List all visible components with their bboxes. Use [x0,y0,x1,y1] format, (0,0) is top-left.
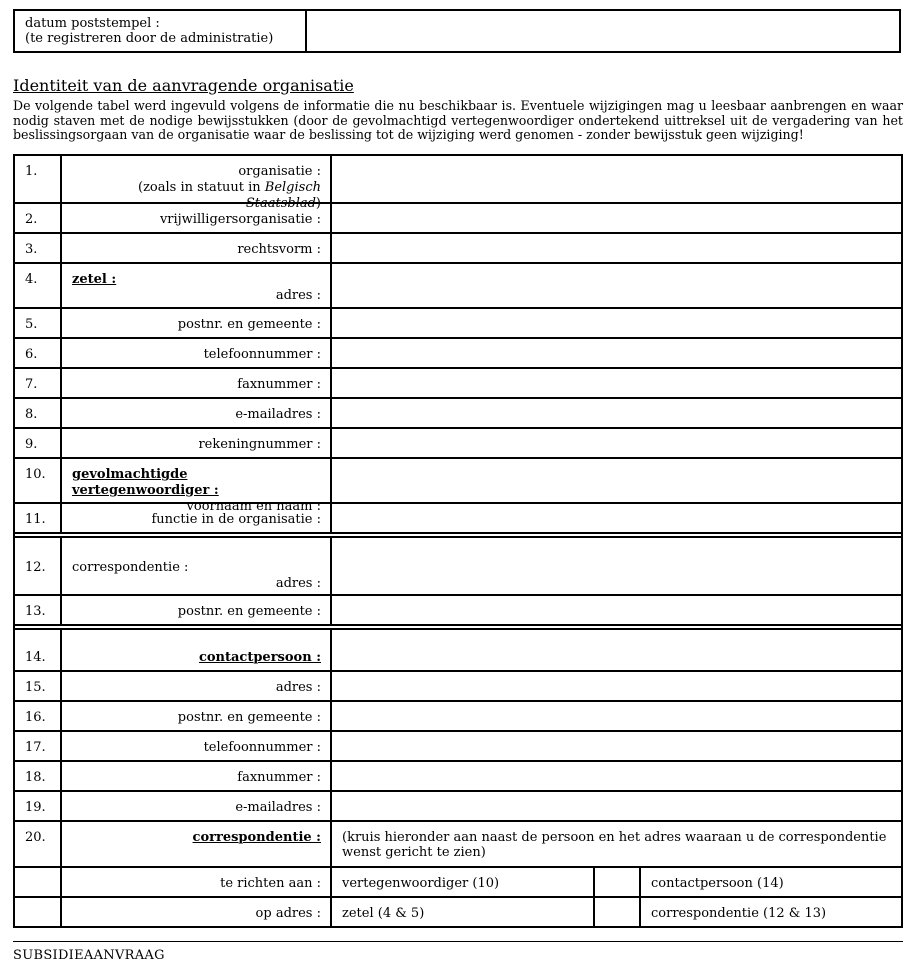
table-row-correspondence-postcode [15,594,901,626]
row-number: 2. [15,204,62,234]
section-heading: Identiteit van de aanvragende organisatie [13,76,354,95]
row-number: 6. [15,339,62,369]
intro-paragraph: De volgende tabel werd ingevuld volgens de informatie die nu beschikbaar is. Eventuele wijzigingen mag u leesbaar aanbrengen en waar nodig staven met de nodige bewijsstukken (door de gevolmachtigd vertegenwoordiger ondertekend uittreksel uit de vergadering van het beslissingsorgaan van de organisatie waar de beslissing tot de wijziging werd genomen - zonder bewijsstuk geen wijziging! [13,98,903,142]
row-number: 17. [15,732,62,762]
row-label [62,156,332,211]
row-number: 8. [15,399,62,429]
row-number: 15. [15,672,62,702]
correspondence-section-label: correspondentie : [72,560,189,575]
row-number: 10. [15,459,62,504]
correspondence-address-field[interactable] [332,538,901,596]
table-row-organisation [15,156,901,211]
email-label: e-mailadres : [235,407,321,422]
organisation-field[interactable] [332,156,901,204]
row-number-empty [15,868,62,898]
row-number: 14. [15,630,62,672]
postmark-date-label [15,11,307,51]
row-number: 19. [15,792,62,822]
row-number: 18. [15,762,62,792]
table-row-contact-person [15,624,901,672]
row-label [62,369,332,399]
row-label [62,339,332,369]
table-row-correspondence-preference [15,820,901,868]
row-number: 5. [15,309,62,339]
table-row-send-to [15,866,901,898]
correspondence-postcode-label: postnr. en gemeente : [177,604,321,619]
row-number-empty [15,898,62,926]
correspondence-postcode-field[interactable] [332,596,901,626]
row-label [62,504,332,534]
representative-name-field[interactable] [332,459,901,504]
table-row-contact-address [15,670,901,702]
option-correspondence-address: correspondentie (12 & 13) [651,906,827,921]
table-row-account [15,427,901,459]
row-label [62,234,332,264]
function-field[interactable] [332,504,901,534]
organisation-identity-table [13,154,903,928]
contact-postcode-label: postnr. en gemeente : [177,710,321,725]
option-seat: zetel (4 & 5) [332,898,595,926]
row-label [62,459,332,514]
row-label [62,672,332,702]
table-row-email [15,397,901,429]
contact-address-field[interactable] [332,672,901,702]
row-label [62,732,332,762]
row-label [62,204,332,234]
seat-address-field[interactable] [332,264,901,309]
sublabel-italic: Belgisch Staatsblad [245,180,321,211]
checkbox-correspondence-address[interactable] [595,898,641,926]
postmark-date-label-line1: datum poststempel : [25,16,160,31]
contact-email-label: e-mailadres : [235,800,321,815]
table-row-contact-fax [15,760,901,792]
table-row-function [15,502,901,534]
row-label [62,898,332,926]
table-row-representative [15,457,901,514]
seat-postcode-field[interactable] [332,309,901,339]
table-row-volunteer-org [15,202,901,234]
table-row-correspondence-address [15,532,901,596]
organisation-label: organisatie : [238,164,321,179]
row-number: 12. [15,538,62,596]
table-row-seat-address [15,262,901,309]
account-label: rekeningnummer : [198,437,321,452]
table-row-contact-postcode [15,700,901,732]
at-address-label: op adres : [255,906,321,921]
representative-section-label: gevolmachtigde vertegenwoordiger : [72,467,219,498]
contact-phone-label: telefoonnummer : [203,740,321,755]
send-to-label: te richten aan : [220,876,321,891]
legal-form-field[interactable] [332,234,901,264]
contact-person-label: contactpersoon : [198,650,321,665]
table-row-contact-phone [15,730,901,762]
table-row-legal-form [15,232,901,264]
volunteer-org-field[interactable] [332,204,901,234]
contact-fax-label: faxnummer : [237,770,321,785]
volunteer-org-label: vrijwilligersorganisatie : [159,212,321,227]
checkbox-contact-person[interactable] [595,868,641,898]
row-label [62,822,332,868]
table-row-fax [15,367,901,399]
postmark-date-field[interactable] [307,11,899,51]
footer-divider [13,941,903,942]
contact-email-field[interactable] [332,792,901,822]
account-field[interactable] [332,429,901,459]
fax-label: faxnummer : [237,377,321,392]
correspondence-address-label: adres : [275,576,321,591]
seat-section-label: zetel : [72,272,117,287]
row-number: 1. [15,156,62,204]
row-label [62,538,332,596]
phone-field[interactable] [332,339,901,369]
correspondence-preference-label: correspondentie : [192,830,321,845]
row-label [62,309,332,339]
row-number: 16. [15,702,62,732]
fax-field[interactable] [332,369,901,399]
row-number: 3. [15,234,62,264]
row-label [62,264,332,309]
row-label [62,868,332,898]
table-row-contact-email [15,790,901,822]
row-label [62,630,332,672]
sublabel-prefix: (zoals in statuut in [138,180,265,195]
function-label: functie in de organisatie : [151,512,321,527]
seat-postcode-label: postnr. en gemeente : [177,317,321,332]
correspondence-note: (kruis hieronder aan naast de persoon en het adres waaraan u de correspondentie wenst gericht te zien) [342,830,887,860]
contact-fax-field[interactable] [332,762,901,792]
contact-postcode-field[interactable] [332,702,901,732]
contact-address-label: adres : [275,680,321,695]
email-field[interactable] [332,399,901,429]
table-row-seat-postcode [15,307,901,339]
postmark-date-box [13,9,901,53]
legal-form-label: rechtsvorm : [237,242,321,257]
table-row-at-address [15,896,901,926]
row-number: 20. [15,822,62,868]
row-label [62,399,332,429]
row-number: 7. [15,369,62,399]
row-number: 9. [15,429,62,459]
postmark-date-label-line2: (te registreren door de administratie) [25,31,274,46]
row-label [62,429,332,459]
row-label [62,792,332,822]
representative-name-label: voornaam en naam : [186,499,321,514]
row-number: 11. [15,504,62,534]
row-number: 4. [15,264,62,309]
row-number: 13. [15,596,62,626]
footer-title: SUBSIDIEAANVRAAG [13,948,165,963]
seat-address-label: adres : [275,288,321,303]
contact-person-field[interactable] [332,630,901,672]
option-representative: vertegenwoordiger (10) [332,868,595,898]
sublabel-suffix: ) [315,196,321,211]
row-label [62,762,332,792]
row-label [62,596,332,626]
phone-label: telefoonnummer : [203,347,321,362]
contact-phone-field[interactable] [332,732,901,762]
table-row-phone [15,337,901,369]
row-label [62,702,332,732]
option-contact-person: contactpersoon (14) [651,876,784,891]
